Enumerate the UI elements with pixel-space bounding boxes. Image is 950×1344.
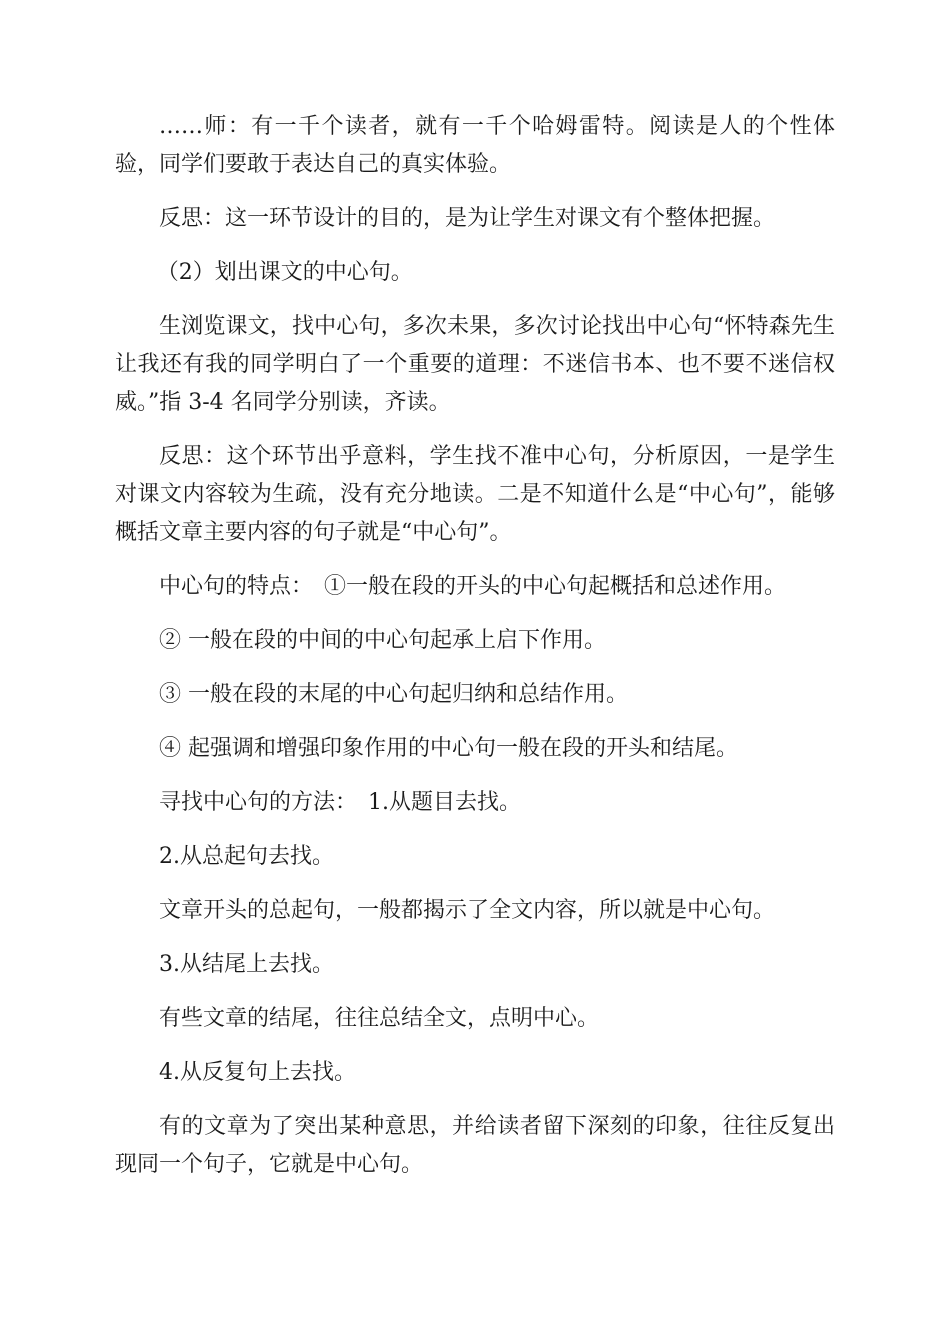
paragraph-student-activity: 生浏览课文，找中心句，多次未果，多次讨论找出中心句“怀特森先生让我还有我的同学明白了一个重要的道理：不迷信书本、也不要不迷信权威。”指 3-4 名同学分别读，齐读。 [115,314,835,415]
paragraph-feature-2: ② 一般在段的中间的中心句起承上启下作用。 [159,628,606,653]
paragraph-reflection-1: 反思：这一环节设计的目的，是为让学生对课文有个整体把握。 [159,206,776,231]
paragraph-step-2: （2）划出课文的中心句。 [156,260,413,285]
paragraph-feature-4: ④ 起强调和增强印象作用的中心句一般在段的开头和结尾。 [159,736,738,761]
paragraph-method-4-detail: 有的文章为了突出某种意思，并给读者留下深刻的印象，往往反复出现同一个句子，它就是中心句。 [115,1114,835,1177]
paragraph-methods-heading: 寻找中心句的方法： 1.从题目去找。 [159,790,521,815]
paragraph-method-2: 2.从总起句去找。 [159,844,334,869]
paragraph-teacher-quote: ……师：有一千个读者，就有一千个哈姆雷特。阅读是人的个性体验，同学们要敢于表达自己的真实体验。 [115,114,835,177]
paragraph-method-4: 4.从反复句上去找。 [159,1060,356,1085]
document-body [115,108,835,1200]
paragraph-reflection-2: 反思：这个环节出乎意料，学生找不准中心句，分析原因，一是学生对课文内容较为生疏，没有充分地读。二是不知道什么是“中心句”，能够概括文章主要内容的句子就是“中心句”。 [115,444,835,545]
paragraph-method-3-detail: 有些文章的结尾，往往总结全文，点明中心。 [159,1006,600,1031]
paragraph-central-sentence-features: 中心句的特点： ①一般在段的开头的中心句起概括和总述作用。 [159,574,787,599]
paragraph-method-2-detail: 文章开头的总起句，一般都揭示了全文内容，所以就是中心句。 [159,898,776,923]
paragraph-method-3: 3.从结尾上去找。 [159,952,334,977]
paragraph-feature-3: ③ 一般在段的末尾的中心句起归纳和总结作用。 [159,682,628,707]
